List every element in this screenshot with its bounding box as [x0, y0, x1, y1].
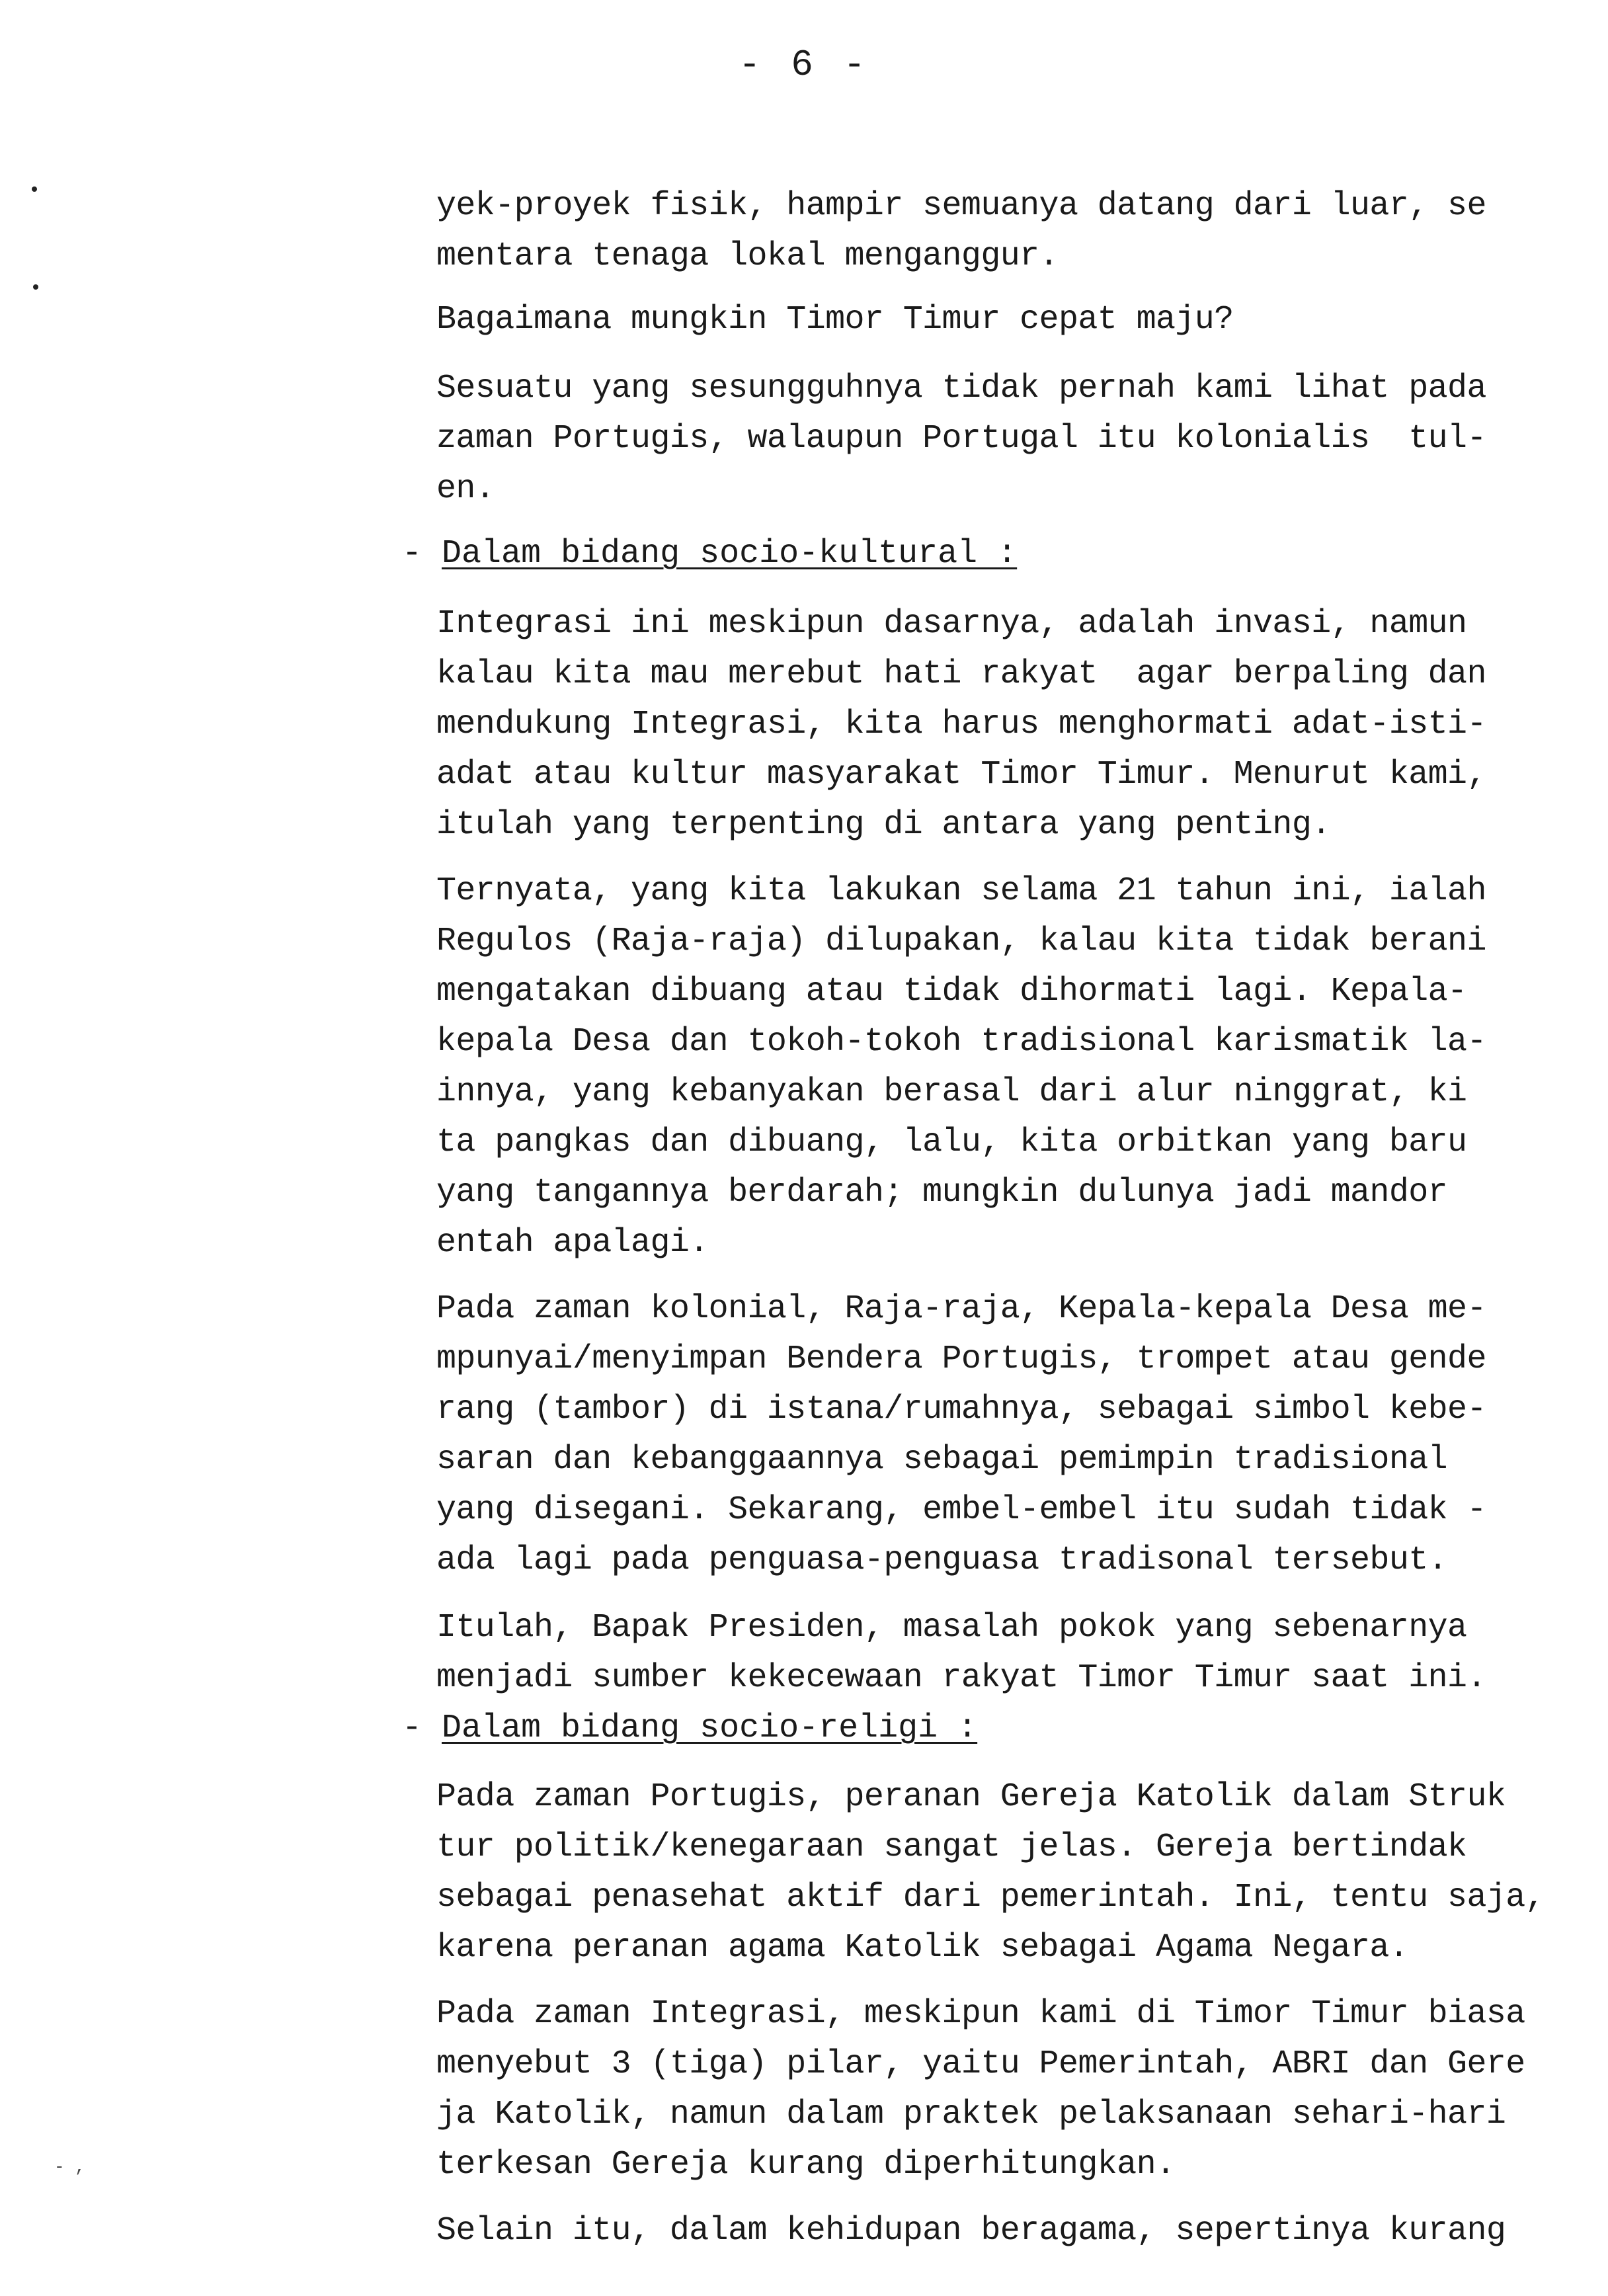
- section-heading: [402, 529, 1017, 579]
- text-line: ja Katolik, namun dalam praktek pelaksanaan sehari-hari: [436, 2096, 1506, 2133]
- text-line: Integrasi ini meskipun dasarnya, adalah invasi, namun: [436, 605, 1467, 643]
- margin-mark: - ,: [54, 2157, 85, 2177]
- text-line: menyebut 3 (tiga) pilar, yaitu Pemerintah, ABRI dan Gere: [436, 2045, 1525, 2083]
- paragraph: [436, 1603, 1560, 1703]
- text-line: Sesuatu yang sesungguhnya tidak pernah kami lihat pada: [436, 370, 1486, 407]
- text-line: zaman Portugis, walaupun Portugal itu kolonialis tul-: [436, 420, 1486, 458]
- paragraph: [436, 1284, 1560, 1586]
- paragraph: [436, 181, 1560, 282]
- paragraph: [436, 295, 1560, 345]
- paragraph: [436, 1989, 1560, 2190]
- text-line: Pada zaman Integrasi, meskipun kami di Timor Timur biasa: [436, 1995, 1525, 2033]
- text-line: mendukung Integrasi, kita harus menghormati adat-isti-: [436, 706, 1486, 743]
- text-line: adat atau kultur masyarakat Timor Timur. Menurut kami,: [436, 756, 1486, 794]
- paragraph: [436, 599, 1560, 850]
- heading-text: Dalam bidang socio-kultural :: [442, 535, 1018, 573]
- text-line: mpunyai/menyimpan Bendera Portugis, trompet atau gende: [436, 1340, 1486, 1378]
- heading-dash: -: [402, 1709, 442, 1747]
- margin-mark: [33, 284, 38, 290]
- text-line: Selain itu, dalam kehidupan beragama, sepertinya kurang: [436, 2212, 1506, 2250]
- text-line: entah apalagi.: [436, 1224, 709, 1262]
- text-line: Pada zaman kolonial, Raja-raja, Kepala-kepala Desa me-: [436, 1290, 1486, 1328]
- text-line: tur politik/kenegaraan sangat jelas. Gereja bertindak: [436, 1828, 1467, 1866]
- text-line: innya, yang kebanyakan berasal dari alur ninggrat, ki: [436, 1073, 1467, 1111]
- text-line: itulah yang terpenting di antara yang penting.: [436, 806, 1331, 844]
- text-line: yang disegani. Sekarang, embel-embel itu sudah tidak -: [436, 1491, 1486, 1529]
- text-line: ada lagi pada penguasa-penguasa tradisonal tersebut.: [436, 1541, 1448, 1579]
- text-line: terkesan Gereja kurang diperhitungkan.: [436, 2146, 1176, 2184]
- text-line: en.: [436, 470, 495, 508]
- text-line: mentara tenaga lokal menganggur.: [436, 237, 1059, 275]
- paragraph: [436, 1772, 1560, 1973]
- text-line: Ternyata, yang kita lakukan selama 21 tahun ini, ialah: [436, 872, 1486, 910]
- paragraph: [436, 2206, 1560, 2256]
- text-line: kepala Desa dan tokoh-tokoh tradisional karismatik la-: [436, 1023, 1486, 1061]
- text-line: sebagai penasehat aktif dari pemerintah. Ini, tentu saja,: [436, 1879, 1545, 1916]
- margin-mark: [32, 186, 37, 192]
- heading-dash: -: [402, 535, 442, 573]
- paragraph: [436, 866, 1560, 1268]
- text-line: yang tangannya berdarah; mungkin dulunya jadi mandor: [436, 1174, 1448, 1211]
- text-line: rang (tambor) di istana/rumahnya, sebagai simbol kebe-: [436, 1391, 1486, 1428]
- text-line: yek-proyek fisik, hampir semuanya datang dari luar, se: [436, 187, 1486, 225]
- page-number: - 6 -: [738, 44, 870, 86]
- section-heading: [402, 1703, 977, 1754]
- text-line: saran dan kebanggaannya sebagai pemimpin tradisional: [436, 1441, 1448, 1479]
- paragraph: [436, 364, 1560, 514]
- text-line: Itulah, Bapak Presiden, masalah pokok yang sebenarnya: [436, 1609, 1467, 1647]
- text-line: mengatakan dibuang atau tidak dihormati lagi. Kepala-: [436, 973, 1467, 1010]
- text-line: Pada zaman Portugis, peranan Gereja Katolik dalam Struk: [436, 1778, 1506, 1816]
- text-line: menjadi sumber kekecewaan rakyat Timor Timur saat ini.: [436, 1659, 1486, 1697]
- text-line: kalau kita mau merebut hati rakyat agar berpaling dan: [436, 655, 1486, 693]
- text-line: Regulos (Raja-raja) dilupakan, kalau kita tidak berani: [436, 922, 1486, 960]
- text-line: karena peranan agama Katolik sebagai Agama Negara.: [436, 1929, 1409, 1967]
- text-line: ta pangkas dan dibuang, lalu, kita orbitkan yang baru: [436, 1124, 1467, 1161]
- heading-text: Dalam bidang socio-religi :: [442, 1709, 978, 1747]
- text-line: Bagaimana mungkin Timor Timur cepat maju?: [436, 301, 1234, 339]
